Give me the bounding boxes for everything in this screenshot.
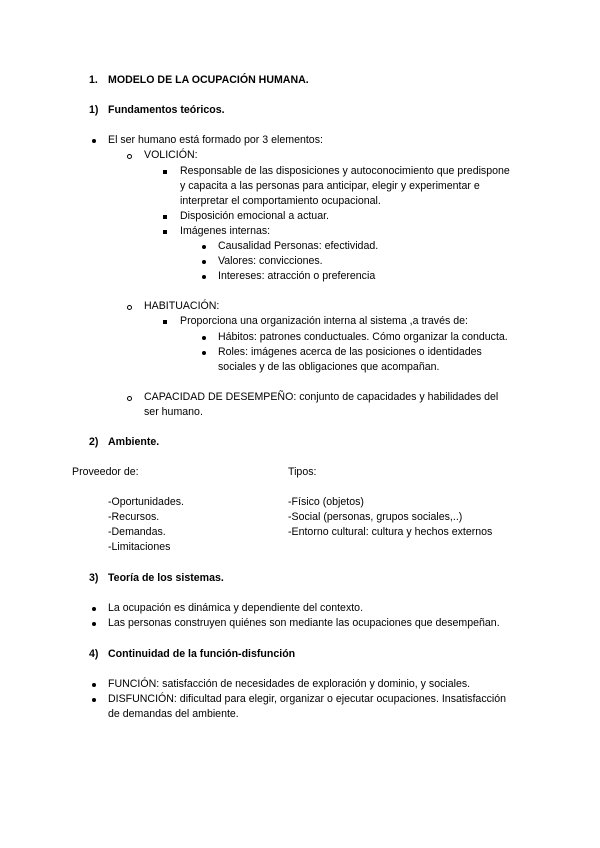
habituacion-label: HABITUACIÓN: (144, 300, 220, 312)
volicion-resp-line-2: y capacita a las personas para anticipar, elegir y experimentar e (180, 180, 480, 192)
imagenes-item-1: Causalidad Personas: efectividad. (218, 240, 379, 252)
bullet-disc (92, 607, 96, 611)
bullet-circle (127, 154, 132, 159)
section-2-heading: Ambiente. (108, 436, 160, 448)
section-4-number: 4) (89, 648, 99, 660)
volicion-disposicion: Disposición emocional a actuar. (180, 210, 329, 222)
document-title: MODELO DE LA OCUPACIÓN HUMANA. (108, 74, 309, 86)
proveedor-item: -Limitaciones (108, 541, 171, 553)
bullet-square (163, 320, 167, 324)
sistemas-item-2: Las personas construyen quiénes son mediante las ocupaciones que desempeñan. (108, 617, 500, 629)
section-2-number: 2) (89, 436, 99, 448)
volicion-resp-line-1: Responsable de las disposiciones y autoconocimiento que predispone (180, 165, 510, 177)
section-4-heading: Continuidad de la función-disfunción (108, 648, 296, 660)
bullet-square (163, 230, 167, 234)
roles-line-1: Roles: imágenes acerca de las posiciones o identidades (218, 346, 482, 358)
proveedor-item: -Demandas. (108, 526, 166, 538)
section-3-number: 3) (89, 572, 99, 584)
bullet-circle (127, 396, 132, 401)
habituacion-proporciona: Proporciona una organización interna al sistema ,a través de: (180, 315, 468, 327)
section-1-heading: Fundamentos teóricos. (108, 104, 225, 116)
section-1-number: 1) (89, 104, 99, 116)
capacidad-line-2: ser humano. (144, 406, 203, 418)
imagenes-item-2: Valores: convicciones. (218, 255, 323, 267)
proveedor-item: -Recursos. (108, 511, 160, 523)
bullet-disc (92, 139, 96, 143)
bullet-disc (202, 275, 206, 279)
roles-line-2: sociales y de las obligaciones que acompañan. (218, 361, 440, 373)
tipos-item: -Físico (objetos) (288, 496, 364, 508)
volicion-label: VOLICIÓN: (144, 149, 198, 161)
volicion-imagenes: Imágenes internas: (180, 225, 271, 237)
disfuncion-line-2: de demandas del ambiente. (108, 708, 239, 720)
bullet-square (163, 215, 167, 219)
bullet-disc (202, 245, 206, 249)
tipos-item: -Social (personas, grupos sociales,..) (288, 511, 463, 523)
bullet-disc (92, 622, 96, 626)
bullet-disc (92, 698, 96, 702)
intro-text: El ser humano está formado por 3 elementos: (108, 134, 323, 146)
title-number: 1. (89, 74, 98, 86)
tipos-heading: Tipos: (288, 466, 317, 478)
volicion-resp-line-3: interpretar el comportamiento ocupacional. (180, 195, 381, 207)
funcion-text: FUNCIÓN: satisfacción de necesidades de exploración y dominio, y sociales. (108, 678, 471, 690)
proveedor-heading: Proveedor de: (72, 466, 139, 478)
disfuncion-line-1: DISFUNCIÓN: dificultad para elegir, organizar o ejecutar ocupaciones. Insatisfacción (108, 693, 507, 705)
section-3-heading: Teoría de los sistemas. (108, 572, 224, 584)
bullet-disc (202, 336, 206, 340)
imagenes-item-3: Intereses: atracción o preferencia (218, 270, 376, 282)
bullet-disc (202, 351, 206, 355)
bullet-disc (92, 683, 96, 687)
tipos-item: -Entorno cultural: cultura y hechos externos (288, 526, 493, 538)
bullet-square (163, 170, 167, 174)
sistemas-item-1: La ocupación es dinámica y dependiente del contexto. (108, 602, 364, 614)
capacidad-line-1: CAPACIDAD DE DESEMPEÑO: conjunto de capacidades y habilidades del (144, 391, 499, 403)
bullet-disc (202, 260, 206, 264)
habitos-text: Hábitos: patrones conductuales. Cómo organizar la conducta. (218, 331, 508, 343)
bullet-circle (127, 305, 132, 310)
proveedor-item: -Oportunidades. (108, 496, 184, 508)
